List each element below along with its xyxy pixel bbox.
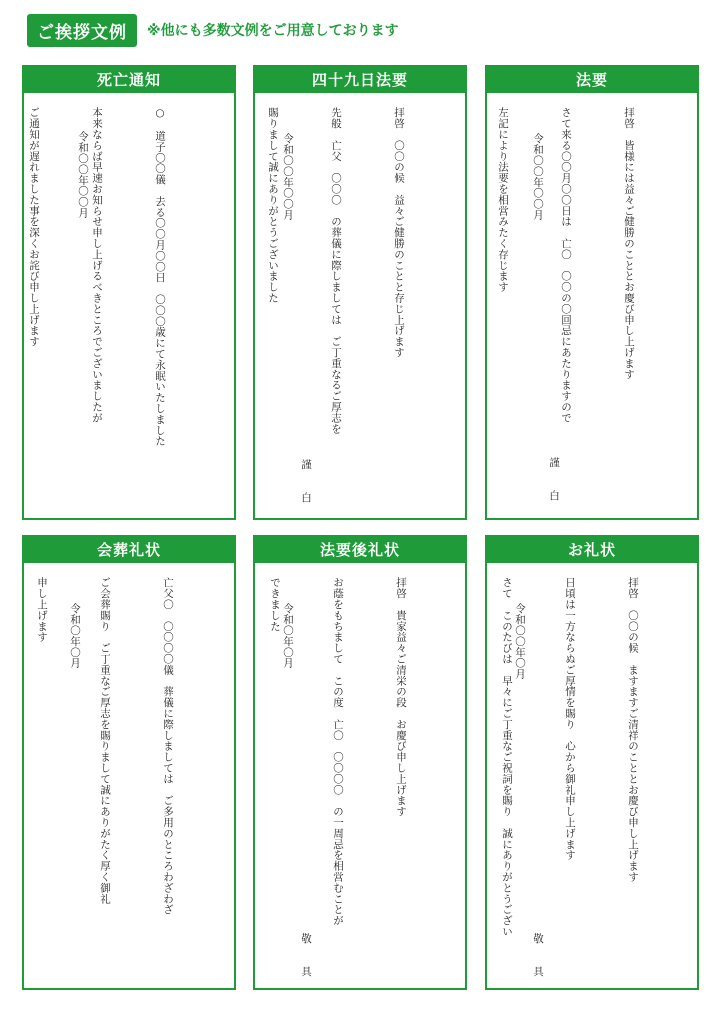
card-body [24,563,234,988]
card-date: 令和〇〇年〇〇月 [77,131,89,219]
card-body [487,563,697,988]
card-date: 令和〇年〇月 [69,603,81,669]
card-kaiso-reijo [22,535,236,990]
text-line: 賜りまして誠にありがとうございました [267,107,279,304]
card-title: 四十九日法要 [255,67,465,93]
card-date: 令和〇〇年〇〇月 [532,133,544,221]
card-shibo-tsuchi [22,65,236,520]
text-line: 拝啓 貴家益々ご清栄の段 お慶び申し上げます [395,577,407,817]
card-title: お礼状 [487,537,697,563]
card-body [255,93,465,518]
text-line: 本来ならば早速お知らせ申し上げるべきところでございましたが [91,107,103,424]
card-title: 会葬礼状 [24,537,234,563]
text-line: 日頃は一方ならぬご厚情を賜り 心から御礼申し上げます [564,577,576,861]
text-line: 左記により法要を相営みたく存じます [497,107,509,293]
card-body [487,93,697,518]
card-closing: 敬 具 [532,933,544,983]
text-line: 拝啓 〇〇の候 益々ご健勝のことと存じ上げます [393,107,405,358]
text-line: 亡父〇 〇〇〇〇儀 葬儀に際しましては ご多用のところわざわざ [162,577,174,915]
card-shijuku-nichi [253,65,467,520]
card-body [255,563,465,988]
card-hoyo [485,65,699,520]
card-closing: 謹 白 [548,457,560,507]
card-text [487,107,681,423]
text-line: 拝啓 皆様には益々ご健勝のこととお慶び申し上げます [623,107,635,380]
card-title: 法要後礼状 [255,537,465,563]
page-header [27,15,399,45]
card-title: 法要 [487,67,697,93]
card-text [24,577,220,915]
card-date: 令和〇〇年〇月 [514,603,526,680]
card-text [24,107,212,446]
text-line: ○ 道子〇〇儀 去る〇〇月〇〇日 〇〇〇歳にて永眠いたしました [154,107,166,447]
text-line: できました [269,577,281,632]
card-oreijo [485,535,699,990]
card-date: 令和〇〇年〇〇月 [282,133,294,221]
header-note: ※他にも多数文例をご用意しております [147,23,399,39]
text-line: 先般 亡父 〇〇〇 の葬儀に際しましては ご丁重なるご厚志を [330,107,342,434]
text-line: ご会葬賜り ご丁重なご厚志を賜りまして誠にありがたく厚く御礼 [99,577,111,904]
text-line: さて このたびは 早々にご丁重なご祝詞を賜り 誠にありがとうござい [501,577,513,937]
text-line: 申し上げます [36,577,48,643]
card-closing: 敬 具 [300,933,312,983]
card-hoyogo-reijo [253,535,467,990]
text-line: さて来る〇〇月〇〇日は 亡〇 〇〇の〇回忌にあたりますので [560,107,572,424]
card-body [24,93,234,518]
text-line: お蔭をもちまして この度 亡〇 〇〇〇〇 の一周忌を相営むことが [332,577,344,926]
text-line: ご通知が遅れました事を深くお詫び申し上げます [28,107,40,347]
header-badge: ご挨拶文例 [27,14,137,47]
card-date: 令和〇年〇月 [282,603,294,669]
card-closing: 謹 白 [300,459,312,509]
card-title: 死亡通知 [24,67,234,93]
text-line: 拝啓 〇〇の候 ますますご清祥のこととお慶び申し上げます [627,577,639,883]
